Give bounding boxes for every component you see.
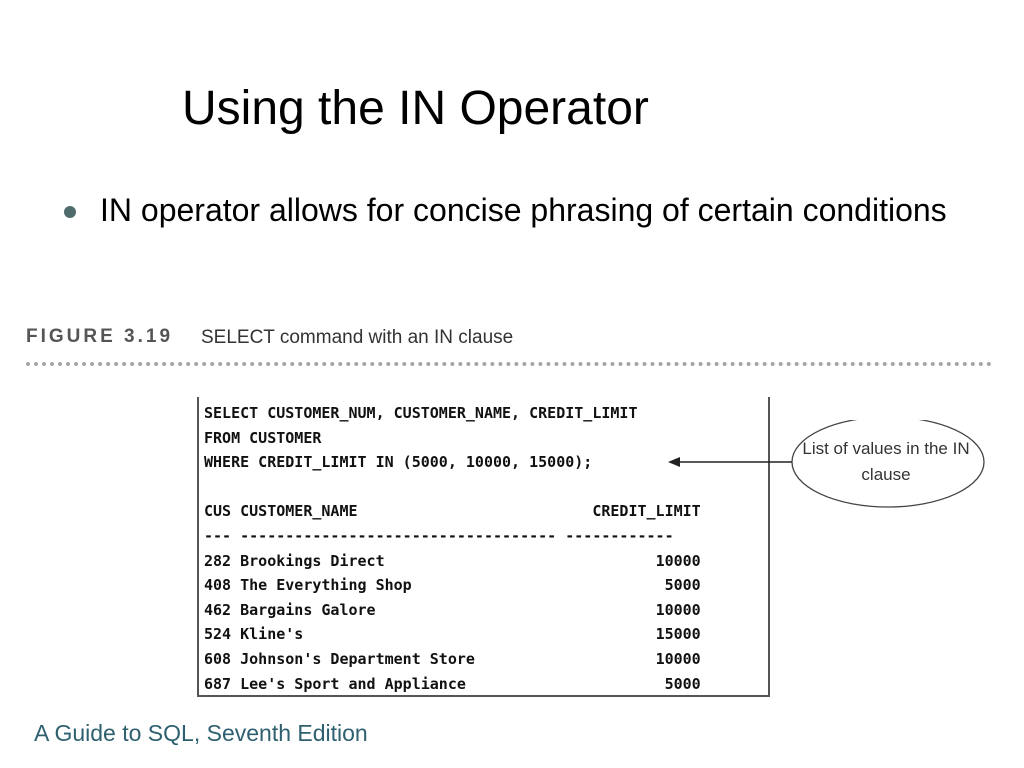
credit-limit: 5000: [664, 576, 701, 595]
customer-name: The Everything Shop: [240, 576, 412, 595]
callout-text: List of values in the IN clause: [802, 439, 970, 484]
credit-limit: 15000: [655, 625, 701, 644]
credit-limit: 10000: [655, 551, 701, 570]
customer-name: Kline's: [240, 625, 304, 644]
footer-source: A Guide to SQL, Seventh Edition: [34, 720, 368, 746]
customer-num: 687: [204, 674, 232, 693]
result-separator: --- ----------------------------------- ------------: [204, 526, 674, 545]
sql-listing: [204, 401, 701, 696]
customer-name: Lee's Sport and Appliance: [240, 674, 466, 693]
customer-num: 608: [204, 649, 232, 668]
customer-num: 408: [204, 576, 232, 595]
slide-title: Using the IN Operator: [182, 82, 649, 135]
figure-label: FIGURE 3.19: [26, 326, 174, 347]
customer-num: 462: [204, 600, 232, 619]
blank-line: [204, 475, 701, 500]
query-line: SELECT CUSTOMER_NUM, CUSTOMER_NAME, CREDIT_LIMIT: [204, 404, 638, 422]
bullet-text: IN operator allows for concise phrasing of certain conditions: [100, 192, 947, 228]
result-row: [204, 672, 701, 697]
credit-limit: 5000: [664, 674, 701, 693]
result-row: [204, 622, 701, 647]
result-header: CUS CUSTOMER_NAME CREDIT_LIMIT: [204, 502, 701, 521]
bullet-dot: [64, 206, 76, 218]
result-row: [204, 598, 701, 623]
dotted-divider: [26, 362, 992, 366]
result-row: [204, 549, 701, 574]
query-line: WHERE CREDIT_LIMIT IN (5000, 10000, 15000);: [204, 453, 593, 472]
customer-name: Johnson's Department Store: [240, 649, 475, 668]
figure-caption: SELECT command with an IN clause: [201, 327, 514, 348]
credit-limit: 10000: [655, 600, 701, 619]
result-row: [204, 647, 701, 672]
credit-limit: 10000: [655, 649, 701, 668]
query-line: FROM CUSTOMER: [204, 428, 322, 447]
customer-name: Brookings Direct: [240, 551, 385, 570]
arrowhead-icon: [668, 457, 680, 467]
customer-num: 524: [204, 625, 232, 644]
customer-name: Bargains Galore: [240, 600, 376, 619]
customer-num: 282: [204, 551, 232, 570]
result-row: [204, 573, 701, 598]
